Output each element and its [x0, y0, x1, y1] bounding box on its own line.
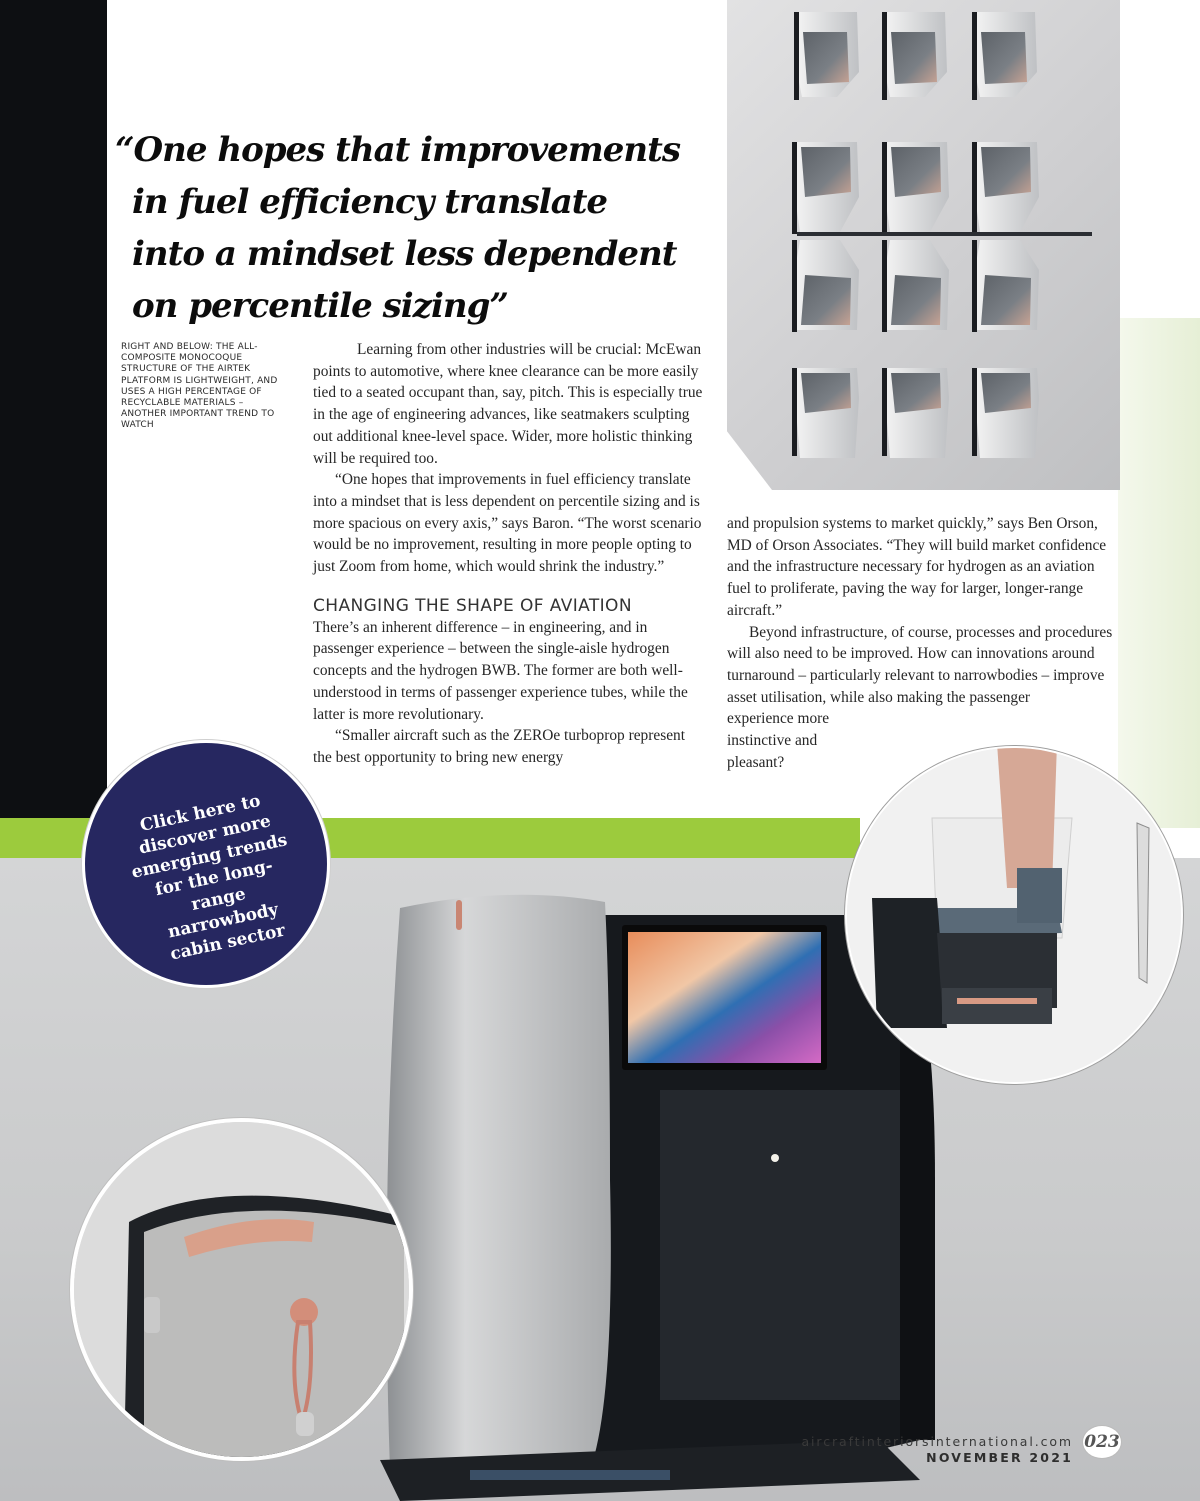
- pull-quote-line: “One hopes that improvements: [115, 130, 680, 170]
- page-number: 023: [1082, 1425, 1122, 1459]
- footer-issue-date: NOVEMBER 2021: [926, 1450, 1073, 1465]
- footer-website: aircraftinteriorsinternational.com: [801, 1434, 1073, 1449]
- seat-grid-photo: [727, 0, 1120, 490]
- seat-side-view-illustration: [847, 748, 1183, 1084]
- pull-quote-line: on percentile sizing”: [132, 286, 508, 326]
- pull-quote: [115, 124, 715, 332]
- body-paragraph: “Smaller aircraft such as the ZEROe turboprop represent the best opportunity to bring new energy: [313, 727, 686, 766]
- body-paragraph: experience more instinctive and pleasant?: [727, 710, 830, 771]
- body-paragraph: There’s an inherent difference – in engineering, and in passenger experience – between the single-aisle hydrogen concepts and the hydrogen BWB. The former are both well-understood in terms of passenger experience tubes, while the latter is more revolutionary.: [313, 618, 688, 723]
- section-subheading: CHANGING THE SHAPE OF AVIATION: [313, 595, 632, 616]
- cta-link-circle[interactable]: [82, 740, 330, 988]
- green-tint-panel: [1118, 318, 1200, 828]
- body-column-1: [313, 339, 705, 769]
- body-paragraph: Beyond infrastructure, of course, processes and procedures will also need to be improved. How can innovations around turnaround – particularly relevant to narrowbodies – improve asset utilisation, while also making the passenger: [727, 623, 1113, 706]
- seat-side-view-photo: [845, 746, 1183, 1084]
- photo-caption: RIGHT AND BELOW: THE ALL-COMPOSITE MONOCOQUE STRUCTURE OF THE AIRTEK PLATFORM IS LIGHTWEIGHT, AND USES A HIGH PERCENTAGE OF RECYCLABLE MATERIALS – ANOTHER IMPORTANT TREND TO WATCH: [121, 342, 278, 431]
- pull-quote-line: in fuel efficiency translate: [132, 182, 608, 222]
- body-paragraph: “One hopes that improvements in fuel efficiency translate into a mindset that is less dependent on percentile sizing and is more spacious on every axis,” says Baron. “The worst scenario would be no improvement, resulting in more people opting to just Zoom from home, which would shrink the industry.”: [313, 471, 702, 576]
- body-paragraph: Learning from other industries will be crucial: McEwan points to automotive, where knee clearance can be more easily tied to a seated occupant than, say, pitch. This is especially true in the age of engineering advances, like seatmakers sculpting out additional knee-level space. Wider, more holistic thinking will be required too.: [313, 341, 703, 467]
- seat-grid-illustration: [727, 0, 1120, 490]
- seat-handle-detail-illustration: [74, 1122, 413, 1461]
- pull-quote-line: into a mindset less dependent: [132, 234, 677, 274]
- left-black-band: [0, 0, 107, 818]
- cta-link-text[interactable]: Click here to discover more emerging trends for the long-range narrowbody cabin sector: [129, 790, 290, 965]
- body-paragraph: and propulsion systems to market quickly,” says Ben Orson, MD of Orson Associates. “They will build market confidence and the infrastructure necessary for hydrogen as an aviation fuel to proliferate, paving the way for larger, longer-range aircraft.”: [727, 515, 1107, 619]
- body-column-2: [727, 513, 1122, 773]
- seat-handle-detail-photo: [70, 1118, 413, 1461]
